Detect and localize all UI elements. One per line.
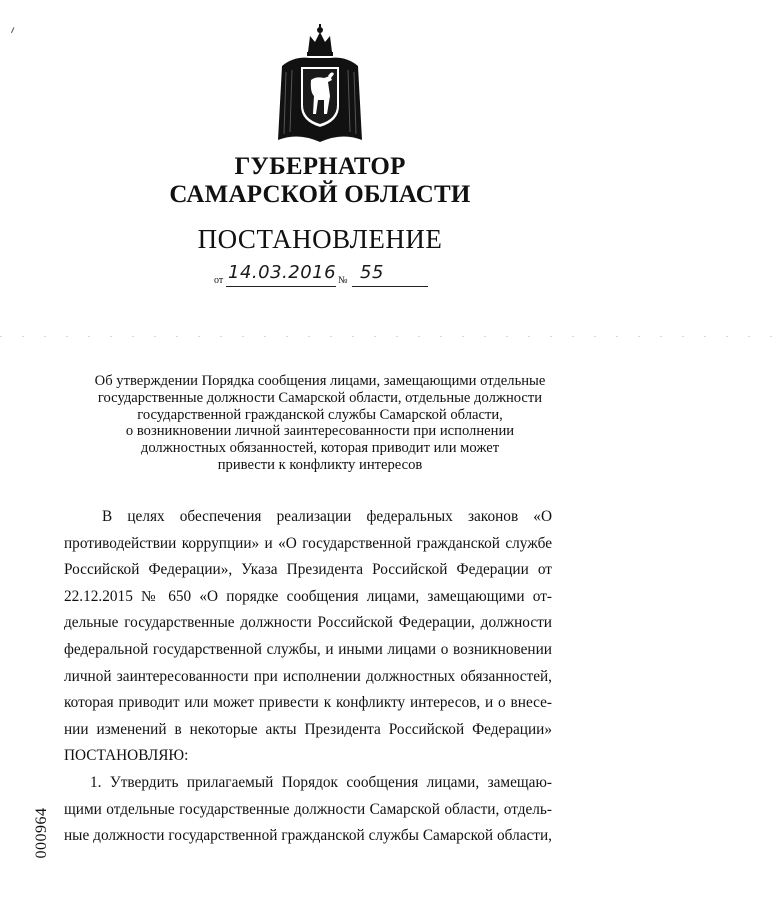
- coat-of-arms-emblem: [272, 22, 368, 146]
- document-body: [64, 504, 552, 850]
- number-underline: [352, 286, 428, 287]
- document-type-title: ПОСТАНОВЛЕНИЕ: [197, 224, 443, 254]
- date-underline: [226, 286, 336, 287]
- date-value: 14.03.2016: [228, 262, 337, 283]
- governor-title: ГУБЕРНАТОР: [234, 153, 406, 180]
- title-line: государственные должности Самарской области, отдельные должности: [97, 389, 543, 406]
- title-line: привести к конфликту интересов: [217, 456, 423, 473]
- title-line: должностных обязанностей, которая приводит или может: [140, 440, 500, 457]
- number-label: №: [338, 275, 348, 286]
- preamble-paragraph: В целях обеспечения реализации федеральных законов «О противодействии коррупции» и «О государственной гражданской службе Российской Федерации», Указа Президента Российской Федерации от 22.12.2015 № 650 «О порядке сообщения лицами, замещающими отдельные государственные должности Российской Федерации, должности федеральной государственной службы, и иными лицами о возникновении личной заинтересованности при исполнении должностных обязанностей, которая приводит или может привести к конфликту интересов, и о внесении изменений в некоторые акты Президента Российской Федерации»: [64, 508, 552, 738]
- number-value: 55: [360, 262, 384, 283]
- title-line: Об утверждении Порядка сообщения лицами, замещающими отдельные: [94, 373, 546, 389]
- title-line: о возникновении личной заинтересованности при исполнении: [125, 423, 515, 440]
- resolution-word: ПОСТАНОВЛЯЮ:: [64, 747, 189, 765]
- title-line: государственной гражданской службы Самарской области,: [137, 406, 503, 423]
- document-title: [60, 373, 580, 474]
- date-number-line: [214, 262, 474, 286]
- clause-1-paragraph: 1. Утвердить прилагаемый Порядок сообщения лицами, замещающими отдельные государственные должности Самарской области, отдельные должности государственной гражданской службы Самарской области,: [64, 773, 552, 845]
- registration-number-stamp: 000964: [33, 807, 50, 859]
- date-label: от: [214, 275, 224, 286]
- separator-dots: . . . . . . . . . . . . . . . . . . . . . . . . . . . . . . . . . . . .: [0, 330, 781, 339]
- margin-mark: [11, 27, 18, 35]
- region-title: САМАРСКОЙ ОБЛАСТИ: [169, 181, 471, 208]
